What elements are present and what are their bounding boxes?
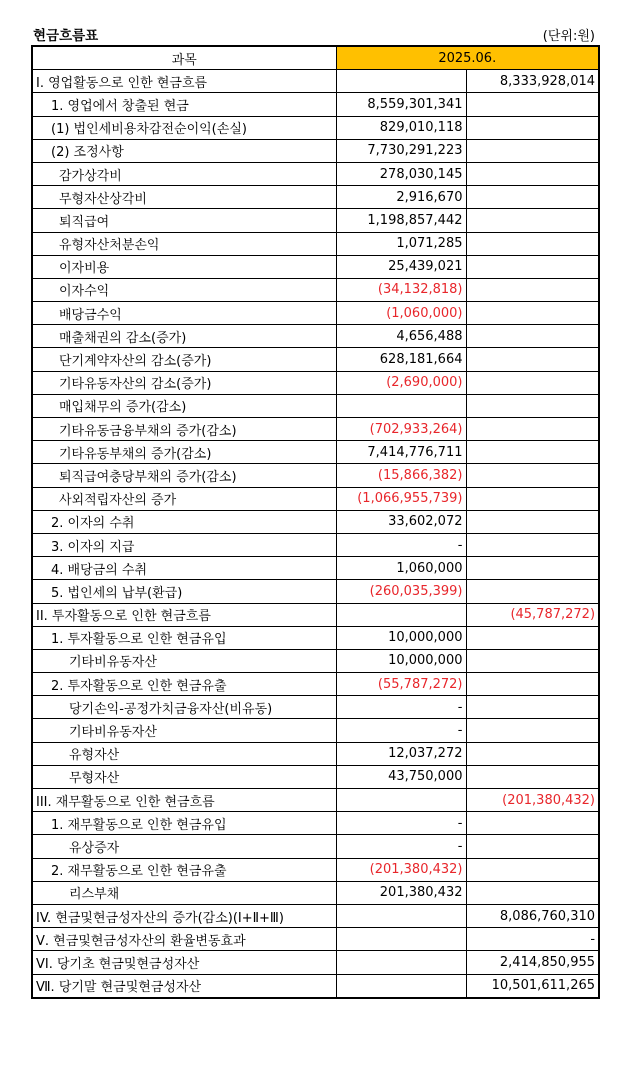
sub-amount: 7,414,776,711 — [336, 441, 466, 464]
total-amount — [466, 557, 599, 580]
total-amount — [466, 510, 599, 533]
row-label: 리스부채 — [32, 881, 336, 904]
table-row — [32, 418, 599, 441]
sub-amount: 8,559,301,341 — [336, 93, 466, 116]
table-body — [32, 70, 599, 998]
total-amount — [466, 649, 599, 672]
sub-amount: (2,690,000) — [336, 371, 466, 394]
sub-amount: (15,866,382) — [336, 464, 466, 487]
table-row — [32, 162, 599, 185]
table-row — [32, 394, 599, 417]
sub-amount: 201,380,432 — [336, 881, 466, 904]
row-label: Ⅴ. 현금및현금성자산의 환율변동효과 — [32, 928, 336, 951]
total-amount — [466, 325, 599, 348]
table-row — [32, 557, 599, 580]
unit-label: (단위:원) — [542, 29, 595, 44]
table-row — [32, 232, 599, 255]
total-amount — [466, 139, 599, 162]
row-label: 단기계약자산의 감소(증가) — [32, 348, 336, 371]
sub-amount: (34,132,818) — [336, 278, 466, 301]
row-label: 2. 이자의 수취 — [32, 510, 336, 533]
total-amount — [466, 116, 599, 139]
row-label: 매출채권의 감소(증가) — [32, 325, 336, 348]
table-row — [32, 858, 599, 881]
row-label: II. 투자활동으로 인한 현금흐름 — [32, 603, 336, 626]
row-label: 3. 이자의 지급 — [32, 533, 336, 556]
total-amount — [466, 278, 599, 301]
total-amount — [466, 464, 599, 487]
total-amount — [466, 742, 599, 765]
row-label: (1) 법인세비용차감전순이익(손실) — [32, 116, 336, 139]
table-row — [32, 533, 599, 556]
row-label: 2. 재무활동으로 인한 현금유출 — [32, 858, 336, 881]
table-row — [32, 348, 599, 371]
sub-amount: - — [336, 835, 466, 858]
row-label: 무형자산상각비 — [32, 186, 336, 209]
total-amount — [466, 858, 599, 881]
sub-amount — [336, 394, 466, 417]
table-row — [32, 626, 599, 649]
table-row — [32, 951, 599, 974]
row-label: I. 영업활동으로 인한 현금흐름 — [32, 70, 336, 93]
total-amount — [466, 881, 599, 904]
row-label: Ⅶ. 당기말 현금및현금성자산 — [32, 974, 336, 998]
sub-amount: 10,000,000 — [336, 649, 466, 672]
row-label: VI. 당기초 현금및현금성자산 — [32, 951, 336, 974]
sub-amount: 2,916,670 — [336, 186, 466, 209]
sub-amount: 10,000,000 — [336, 626, 466, 649]
total-amount — [466, 441, 599, 464]
table-row — [32, 719, 599, 742]
table-row — [32, 186, 599, 209]
period-column-header: 2025.06. — [336, 46, 599, 70]
total-amount: (45,787,272) — [466, 603, 599, 626]
table-row — [32, 487, 599, 510]
table-row — [32, 93, 599, 116]
row-label: 매입채무의 증가(감소) — [32, 394, 336, 417]
table-row — [32, 928, 599, 951]
table-row — [32, 696, 599, 719]
row-label: 유형자산 — [32, 742, 336, 765]
sub-amount — [336, 951, 466, 974]
total-amount — [466, 394, 599, 417]
row-label: 기타비유동자산 — [32, 719, 336, 742]
total-amount — [466, 673, 599, 696]
row-label: 이자수익 — [32, 278, 336, 301]
table-row — [32, 325, 599, 348]
table-row — [32, 742, 599, 765]
table-row — [32, 673, 599, 696]
row-label: 4. 배당금의 수취 — [32, 557, 336, 580]
row-label: 유형자산처분손익 — [32, 232, 336, 255]
total-amount: - — [466, 928, 599, 951]
sub-amount — [336, 603, 466, 626]
sub-amount: 12,037,272 — [336, 742, 466, 765]
row-label: (2) 조정사항 — [32, 139, 336, 162]
row-label: 기타유동금융부채의 증가(감소) — [32, 418, 336, 441]
table-row — [32, 835, 599, 858]
sub-amount: (260,035,399) — [336, 580, 466, 603]
sub-amount: 33,602,072 — [336, 510, 466, 533]
row-label: 이자비용 — [32, 255, 336, 278]
sub-amount — [336, 928, 466, 951]
row-label: 기타유동자산의 감소(증가) — [32, 371, 336, 394]
total-amount — [466, 719, 599, 742]
table-row — [32, 603, 599, 626]
total-amount — [466, 580, 599, 603]
total-amount — [466, 835, 599, 858]
table-row — [32, 139, 599, 162]
table-header-row — [32, 46, 599, 70]
sub-amount: 25,439,021 — [336, 255, 466, 278]
sub-amount — [336, 789, 466, 812]
sub-amount: (1,066,955,739) — [336, 487, 466, 510]
table-row — [32, 70, 599, 93]
table-row — [32, 116, 599, 139]
table-row — [32, 371, 599, 394]
total-amount: 8,086,760,310 — [466, 904, 599, 927]
table-row — [32, 464, 599, 487]
total-amount: (201,380,432) — [466, 789, 599, 812]
sub-amount: - — [336, 812, 466, 835]
sub-amount — [336, 70, 466, 93]
table-row — [32, 278, 599, 301]
row-label: 1. 재무활동으로 인한 현금유입 — [32, 812, 336, 835]
row-label: 기타비유동자산 — [32, 649, 336, 672]
sub-amount — [336, 904, 466, 927]
total-amount — [466, 812, 599, 835]
row-label: 1. 영업에서 창출된 현금 — [32, 93, 336, 116]
row-label: 무형자산 — [32, 765, 336, 788]
sub-amount: (1,060,000) — [336, 302, 466, 325]
row-label: 감가상각비 — [32, 162, 336, 185]
document-title: 현금흐름표 — [33, 28, 99, 44]
sub-amount: 1,198,857,442 — [336, 209, 466, 232]
table-row — [32, 580, 599, 603]
sub-amount: 7,730,291,223 — [336, 139, 466, 162]
table-row — [32, 255, 599, 278]
row-label: 배당금수익 — [32, 302, 336, 325]
total-amount: 2,414,850,955 — [466, 951, 599, 974]
table-row — [32, 510, 599, 533]
total-amount — [466, 487, 599, 510]
sub-amount: - — [336, 719, 466, 742]
total-amount — [466, 533, 599, 556]
row-label: III. 재무활동으로 인한 현금흐름 — [32, 789, 336, 812]
sub-amount: - — [336, 696, 466, 719]
sub-amount: 4,656,488 — [336, 325, 466, 348]
sub-amount — [336, 974, 466, 998]
row-label: 2. 투자활동으로 인한 현금유출 — [32, 673, 336, 696]
table-row — [32, 881, 599, 904]
table-row — [32, 904, 599, 927]
total-amount: 10,501,611,265 — [466, 974, 599, 998]
row-label: 기타유동부채의 증가(감소) — [32, 441, 336, 464]
sub-amount: (201,380,432) — [336, 858, 466, 881]
sub-amount: 278,030,145 — [336, 162, 466, 185]
sub-amount: (702,933,264) — [336, 418, 466, 441]
item-column-header: 과목 — [32, 46, 336, 70]
row-label: 5. 법인세의 납부(환급) — [32, 580, 336, 603]
total-amount — [466, 162, 599, 185]
row-label: IV. 현금및현금성자산의 증가(감소)(Ⅰ+Ⅱ+Ⅲ) — [32, 904, 336, 927]
total-amount — [466, 209, 599, 232]
total-amount — [466, 186, 599, 209]
row-label: 유상증자 — [32, 835, 336, 858]
total-amount — [466, 418, 599, 441]
total-amount — [466, 765, 599, 788]
sub-amount: 43,750,000 — [336, 765, 466, 788]
total-amount — [466, 93, 599, 116]
table-row — [32, 649, 599, 672]
total-amount — [466, 255, 599, 278]
sub-amount: (55,787,272) — [336, 673, 466, 696]
row-label: 퇴직급여충당부채의 증가(감소) — [32, 464, 336, 487]
sub-amount: 1,060,000 — [336, 557, 466, 580]
cash-flow-table — [31, 45, 600, 999]
row-label: 당기손익-공정가치금융자산(비유동) — [32, 696, 336, 719]
table-row — [32, 765, 599, 788]
row-label: 사외적립자산의 증가 — [32, 487, 336, 510]
sub-amount: 829,010,118 — [336, 116, 466, 139]
table-row — [32, 974, 599, 998]
sub-amount: 628,181,664 — [336, 348, 466, 371]
total-amount — [466, 696, 599, 719]
table-row — [32, 209, 599, 232]
total-amount — [466, 371, 599, 394]
sub-amount: - — [336, 533, 466, 556]
total-amount — [466, 232, 599, 255]
table-row — [32, 441, 599, 464]
total-amount — [466, 302, 599, 325]
sub-amount: 1,071,285 — [336, 232, 466, 255]
total-amount — [466, 348, 599, 371]
row-label: 퇴직급여 — [32, 209, 336, 232]
total-amount — [466, 626, 599, 649]
table-row — [32, 789, 599, 812]
table-row — [32, 812, 599, 835]
table-row — [32, 302, 599, 325]
row-label: 1. 투자활동으로 인한 현금유입 — [32, 626, 336, 649]
total-amount: 8,333,928,014 — [466, 70, 599, 93]
